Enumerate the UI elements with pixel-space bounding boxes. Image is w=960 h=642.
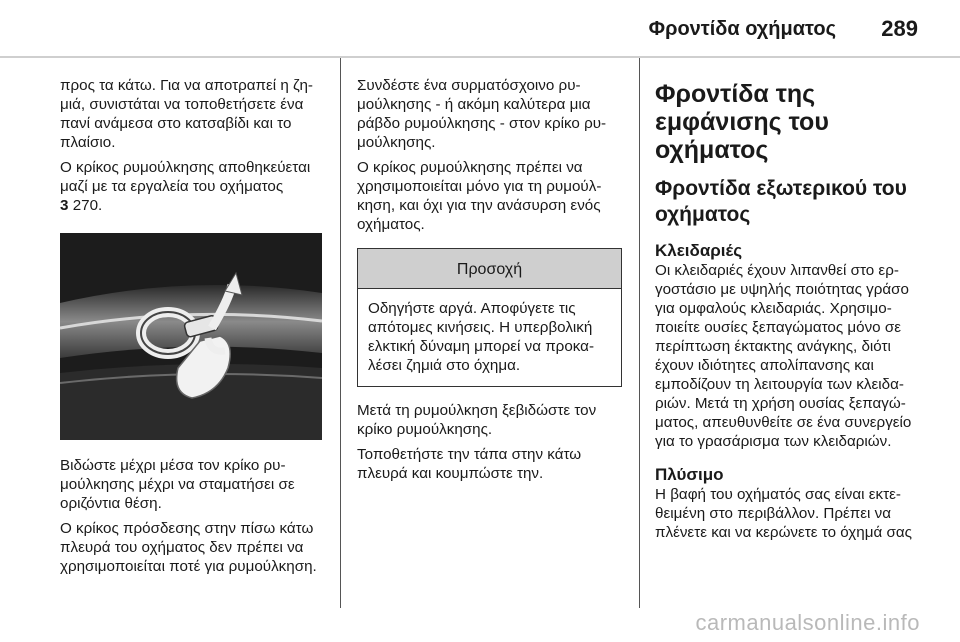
column-divider bbox=[340, 58, 341, 608]
reference-page-link[interactable]: 270. bbox=[72, 197, 103, 214]
header-rule bbox=[0, 56, 960, 58]
topic-heading: Πλύσιμο bbox=[655, 465, 724, 484]
topic-heading: Κλειδαριές bbox=[655, 241, 743, 260]
caution-title: Προσοχή bbox=[358, 249, 621, 289]
topic-washing bbox=[655, 465, 925, 542]
section-heading: Φροντίδα της εμφάνισης του οχήματος bbox=[655, 80, 829, 164]
topic-locks bbox=[655, 241, 925, 451]
column-left bbox=[60, 76, 328, 582]
caution-body: Οδηγήστε αργά. Αποφύγετε τις απότομες κινήσεις. Η υπερβολική ελκτική δύναμη μπορεί να προκαλέσει ζημιά στο όχημα. bbox=[368, 300, 595, 374]
paragraph-text: Ο κρίκος ρυμούλκησης αποθηκεύεται μαζί με τα εργαλεία του οχήματος bbox=[60, 159, 311, 195]
paragraph: Ο κρίκος ρυμούλκησης πρέπει να χρησιμοποιείται μόνο για τη ρυμούλκηση, και όχι για την ανάσυρση ενός οχήματος. bbox=[357, 159, 602, 233]
page-header bbox=[0, 0, 960, 56]
column-middle bbox=[357, 76, 623, 489]
topic-body: Η βαφή του οχήματός σας είναι εκτεθειμένη στο περιβάλλον. Πρέπει να πλένετε και να κερώνετε το όχημά σας bbox=[655, 486, 912, 541]
tow-eye-drawing bbox=[60, 233, 322, 440]
caution-box bbox=[357, 248, 622, 387]
column-divider bbox=[639, 58, 640, 608]
paragraph: Ο κρίκος πρόσδεσης στην πίσω κάτω πλευρά του οχήματος δεν πρέπει να χρησιμοποιείται ποτέ για ρυμούλκηση. bbox=[60, 520, 317, 575]
column-right bbox=[655, 76, 925, 556]
paragraph: προς τα κάτω. Για να αποτραπεί η ζημιά, συνιστάται να τοποθετήσετε ένα πανί ανάμεσα στο κατσαβίδι και το πλαίσιο. bbox=[60, 77, 313, 151]
topic-body: Οι κλειδαριές έχουν λιπανθεί στο εργοστάσιο με υψηλής ποιότητας γράσο για ομφαλούς κλειδαριάς. Χρησιμοποιείτε ουσίες ξεπαγώματος μόνο σε περίπτωση έκτακτης ανάγκης, διότι έχουν ιδιότητες απολίπανσης και εμποδίζουν τη λειτουργία των κλειδαριών. Μετά τη χρήση ουσίας ξεπαγώματος, απευθυνθείτε σε ένα συνεργείο για το γρασάρισμα των κλειδαριών. bbox=[655, 262, 912, 450]
paragraph: Τοποθετήστε την τάπα στην κάτω πλευρά και κουμπώστε την. bbox=[357, 446, 582, 482]
page-number: 289 bbox=[881, 16, 918, 41]
watermark: carmanualsonline.info bbox=[695, 610, 920, 635]
tow-eye-illustration bbox=[60, 233, 322, 440]
paragraph-with-reference bbox=[60, 158, 328, 215]
paragraph: Βιδώστε μέχρι μέσα τον κρίκο ρυμούλκησης μέχρι να σταματήσει σε οριζόντια θέση. bbox=[60, 457, 295, 512]
running-title: Φροντίδα οχήματος bbox=[648, 18, 836, 40]
paragraph: Συνδέστε ένα συρματόσχοινο ρυμούλκησης - ή ακόμη καλύτερα μια ράβδο ρυμούλκησης - στον κρίκο ρυμούλκησης. bbox=[357, 77, 607, 151]
paragraph: Μετά τη ρυμούλκηση ξεβιδώστε τον κρίκο ρυμούλκησης. bbox=[357, 402, 597, 438]
reference-arrow-icon: 3 bbox=[60, 197, 69, 214]
subsection-heading: Φροντίδα εξωτερικού του οχήματος bbox=[655, 177, 907, 226]
